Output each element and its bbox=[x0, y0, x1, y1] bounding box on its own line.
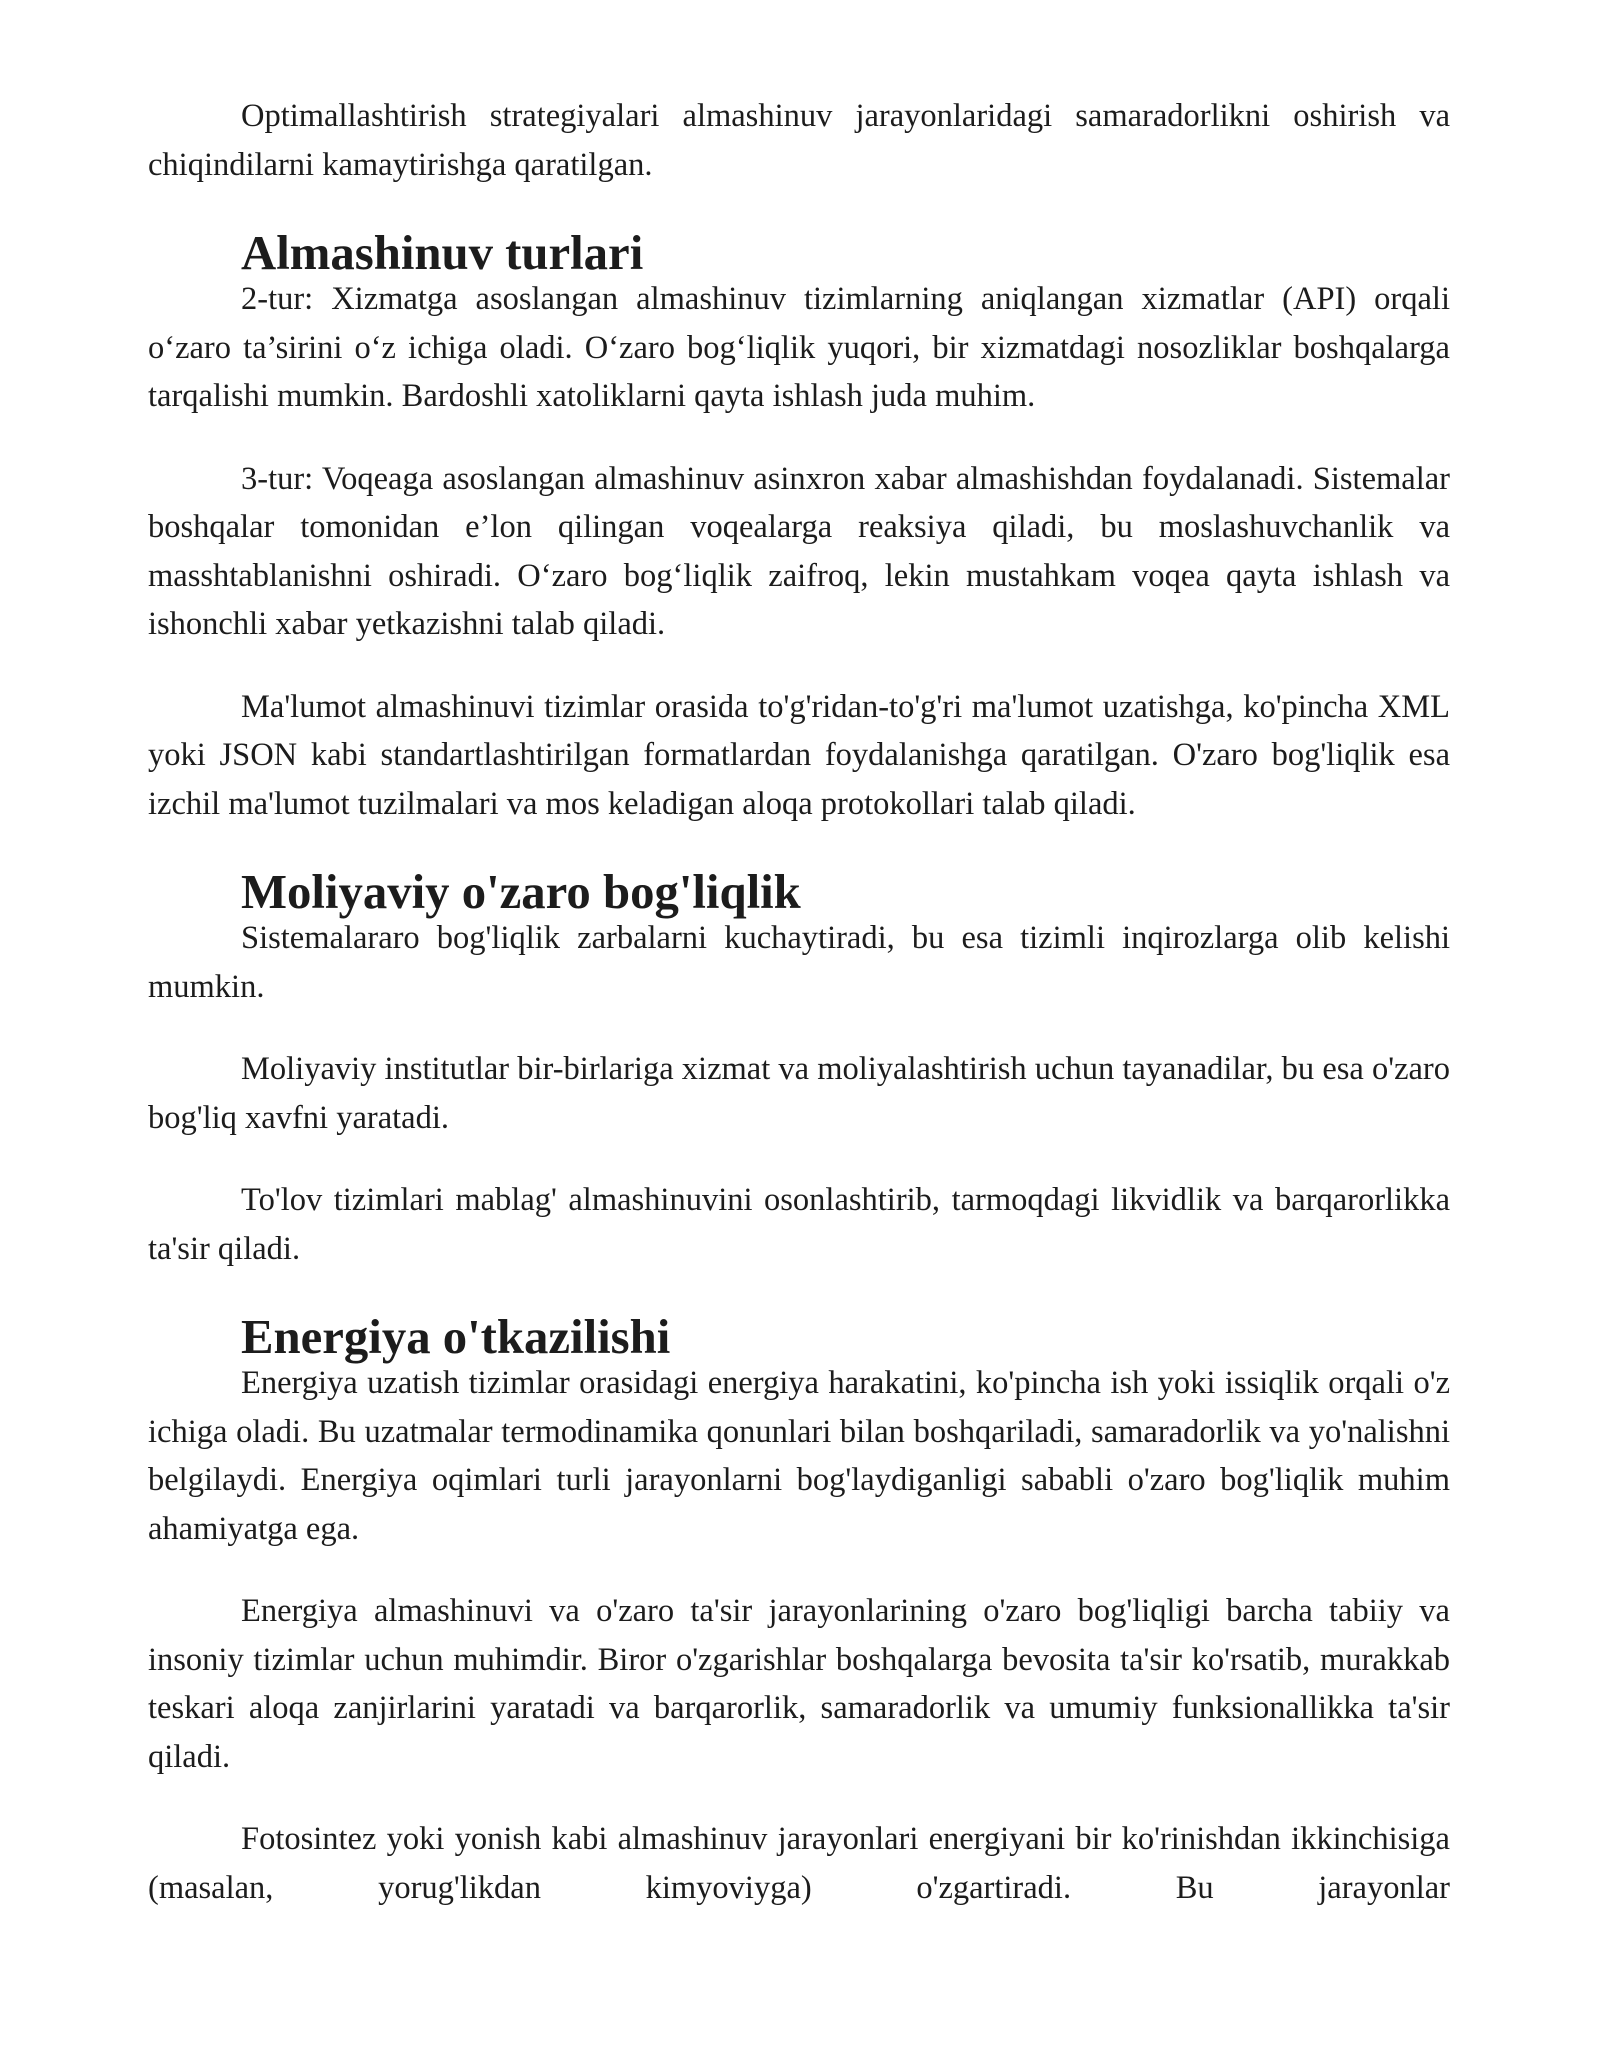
paragraph-data-exchange: Ma'lumot almashinuvi tizimlar orasida to'g'ridan-to'g'ri ma'lumot uzatishga, ko'pincha XML yoki JSON kabi standartlashtirilgan formatlardan foydalanishga qaratilgan. O'zaro bog'liqlik esa izchil ma'lumot tuzilmalari va mos keladigan aloqa protokollari talab qiladi. bbox=[148, 688, 1450, 822]
paragraph-payment-systems: To'lov tizimlari mablag' almashinuvini osonlashtirib, tarmoqdagi likvidlik va barqarorlikka ta'sir qiladi. bbox=[148, 1182, 1450, 1267]
document-page bbox=[148, 92, 1450, 1912]
spacer bbox=[148, 1781, 1450, 1815]
paragraph-systemic-dependency: Sistemalararo bog'liqlik zarbalarni kuchaytiradi, bu esa tizimli inqirozlarga olib kelishi mumkin. bbox=[148, 920, 1450, 1005]
paragraph-type-2: 2-tur: Xizmatga asoslangan almashinuv tizimlarning aniqlangan xizmatlar (API) orqali o‘zaro ta’sirini o‘z ichiga oladi. O‘zaro bog‘liqlik yuqori, bir xizmatdagi nosozliklar boshqalarga tarqalishi mumkin. Bardoshli xatoliklarni qayta ishlash juda muhim. bbox=[148, 281, 1450, 414]
spacer bbox=[148, 421, 1450, 455]
spacer bbox=[148, 1011, 1450, 1045]
paragraph-energy-exchange: Energiya almashinuvi va o'zaro ta'sir jarayonlarining o'zaro bog'liqligi barcha tabiiy va insoniy tizimlar uchun muhimdir. Biror o'zgarishlar boshqalarga bevosita ta'sir ko'rsatib, murakkab teskari aloqa zanjirlarini yaratadi va barqarorlik, samaradorlik va umumiy funksionallikka ta'sir qiladi. bbox=[148, 1593, 1450, 1775]
heading-energy-transfer: Energiya o'tkazilishi bbox=[241, 1310, 671, 1364]
paragraph-financial-institutions: Moliyaviy institutlar bir-birlariga xizmat va moliyalashtirish uchun tayanadilar, bu esa o'zaro bog'liq xavfni yaratadi. bbox=[148, 1051, 1450, 1136]
spacer bbox=[148, 1273, 1450, 1315]
paragraph-energy-transfer: Energiya uzatish tizimlar orasidagi energiya harakatini, ko'pincha ish yoki issiqlik orqali o'z ichiga oladi. Bu uzatmalar termodinamika qonunlari bilan boshqariladi, samaradorlik va yo'nalishni belgilaydi. Energiya oqimlari turli jarayonlarni bog'laydiganligi sababli o'zaro bog'liqlik muhim ahamiyatga ega. bbox=[148, 1365, 1450, 1547]
spacer bbox=[148, 828, 1450, 870]
paragraph-type-3: 3-tur: Voqeaga asoslangan almashinuv asinxron xabar almashishdan foydalanadi. Sistemalar boshqalar tomonidan e’lon qilingan voqealarga reaksiya qiladi, bu moslashuvchanlik va masshtablanishni oshiradi. O‘zaro bog‘liqlik zaifroq, lekin mustahkam voqea qayta ishlash va ishonchli xabar yetkazishni talab qiladi. bbox=[148, 460, 1450, 642]
heading-financial-interdependence: Moliyaviy o'zaro bog'liqlik bbox=[241, 865, 801, 919]
spacer bbox=[148, 1553, 1450, 1587]
paragraph-optimization: Optimallashtirish strategiyalari almashinuv jarayonlaridagi samaradorlikni oshirish va chiqindilarni kamaytirishga qaratilgan. bbox=[148, 98, 1450, 183]
spacer bbox=[148, 1142, 1450, 1176]
spacer bbox=[148, 649, 1450, 683]
spacer bbox=[148, 189, 1450, 231]
heading-exchange-types: Almashinuv turlari bbox=[241, 226, 644, 280]
paragraph-photosynthesis: Fotosintez yoki yonish kabi almashinuv jarayonlari energiyani bir ko'rinishdan ikkinchisiga (masalan, yorug'likdan kimyoviyga) o'zgartiradi. Bu jarayonlar bbox=[148, 1821, 1450, 1906]
